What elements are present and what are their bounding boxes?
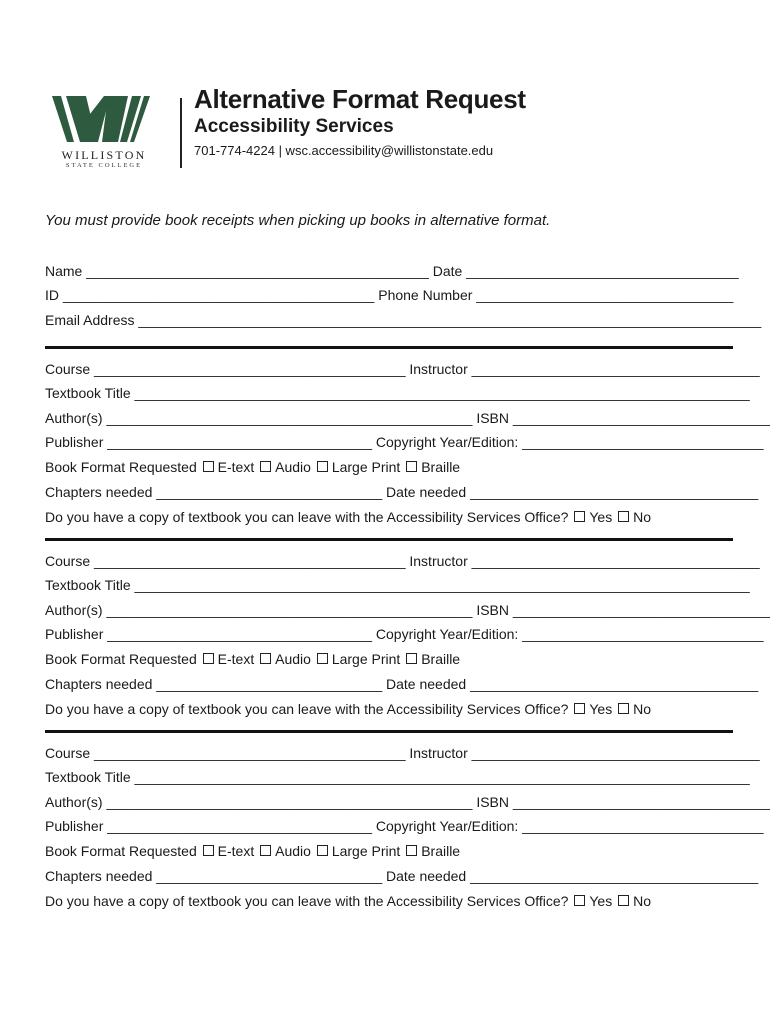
audio-label: Audio: [275, 843, 311, 859]
authors-field[interactable]: _______________________________________________: [106, 602, 473, 618]
format-requested-label: Book Format Requested: [45, 651, 197, 667]
instructor-label: Instructor: [409, 745, 468, 761]
course-field[interactable]: ________________________________________: [94, 745, 406, 761]
copy-question-row: [45, 893, 651, 909]
id-field[interactable]: ________________________________________: [62, 287, 375, 303]
authors-field[interactable]: _______________________________________________: [106, 794, 473, 810]
publisher-row: [45, 434, 764, 450]
textbook-title-row: [45, 577, 750, 593]
instructor-field[interactable]: _____________________________________: [471, 361, 760, 377]
yes-checkbox[interactable]: [574, 511, 585, 522]
isbn-label: ISBN: [476, 794, 509, 810]
authors-row: [45, 794, 770, 810]
yes-label: Yes: [589, 701, 613, 717]
audio-label: Audio: [275, 651, 311, 667]
no-label: No: [633, 893, 651, 909]
format-row: [45, 651, 460, 667]
copy-question-row: [45, 701, 651, 717]
date-field[interactable]: ___________________________________: [466, 263, 739, 279]
instructor-label: Instructor: [409, 361, 468, 377]
publisher-label: Publisher: [45, 626, 104, 642]
audio-checkbox[interactable]: [260, 653, 271, 664]
large-print-label: Large Print: [331, 843, 401, 859]
section-divider: [45, 346, 733, 349]
authors-label: Author(s): [45, 410, 103, 426]
chapters-field[interactable]: _____________________________: [156, 868, 383, 884]
copyright-field[interactable]: _______________________________: [522, 626, 764, 642]
name-field[interactable]: ____________________________________________: [86, 263, 429, 279]
yes-checkbox[interactable]: [574, 895, 585, 906]
email-row: [45, 312, 761, 328]
copyright-label: Copyright Year/Edition:: [375, 434, 519, 450]
date-needed-label: Date needed: [386, 868, 467, 884]
format-row: [45, 843, 460, 859]
publisher-label: Publisher: [45, 434, 104, 450]
format-requested-label: Book Format Requested: [45, 459, 197, 475]
large-print-checkbox[interactable]: [317, 461, 328, 472]
contact-info: 701-774-4224 | wsc.accessibility@willistonstate.edu: [194, 143, 494, 158]
authors-label: Author(s): [45, 602, 103, 618]
id-label: ID: [45, 287, 59, 303]
yes-label: Yes: [589, 893, 613, 909]
course-field[interactable]: ________________________________________: [94, 553, 406, 569]
course-label: Course: [45, 745, 91, 761]
etext-checkbox[interactable]: [203, 461, 214, 472]
audio-checkbox[interactable]: [260, 845, 271, 856]
header-divider: [180, 98, 182, 168]
chapters-label: Chapters needed: [45, 484, 153, 500]
braille-label: Braille: [421, 843, 461, 859]
large-print-checkbox[interactable]: [317, 653, 328, 664]
textbook-title-label: Textbook Title: [45, 385, 131, 401]
etext-checkbox[interactable]: [203, 845, 214, 856]
publisher-field[interactable]: __________________________________: [107, 434, 372, 450]
isbn-field[interactable]: _________________________________: [512, 794, 770, 810]
copyright-label: Copyright Year/Edition:: [375, 818, 519, 834]
no-checkbox[interactable]: [618, 511, 629, 522]
course-row: [45, 745, 760, 761]
yes-checkbox[interactable]: [574, 703, 585, 714]
textbook-title-row: [45, 385, 750, 401]
braille-label: Braille: [421, 459, 461, 475]
chapters-label: Chapters needed: [45, 868, 153, 884]
authors-field[interactable]: _______________________________________________: [106, 410, 473, 426]
no-checkbox[interactable]: [618, 895, 629, 906]
date-needed-field[interactable]: _____________________________________: [470, 676, 759, 692]
large-print-checkbox[interactable]: [317, 845, 328, 856]
chapters-row: [45, 484, 758, 500]
isbn-label: ISBN: [476, 602, 509, 618]
textbook-title-field[interactable]: _______________________________________________________________________________: [134, 577, 750, 593]
copy-question-label: Do you have a copy of textbook you can leave with the Accessibility Services Office?: [45, 701, 569, 717]
no-label: No: [633, 701, 651, 717]
etext-label: E-text: [217, 651, 255, 667]
copyright-field[interactable]: _______________________________: [522, 434, 764, 450]
yes-label: Yes: [589, 509, 613, 525]
logo-subword: STATE COLLEGE: [65, 162, 143, 169]
copy-question-label: Do you have a copy of textbook you can leave with the Accessibility Services Office?: [45, 893, 569, 909]
etext-checkbox[interactable]: [203, 653, 214, 664]
receipt-notice: You must provide book receipts when picking up books in alternative format.: [45, 212, 551, 229]
course-row: [45, 553, 760, 569]
isbn-field[interactable]: _________________________________: [512, 602, 770, 618]
course-label: Course: [45, 553, 91, 569]
publisher-field[interactable]: __________________________________: [107, 818, 372, 834]
copy-question-label: Do you have a copy of textbook you can leave with the Accessibility Services Office?: [45, 509, 569, 525]
braille-checkbox[interactable]: [406, 461, 417, 472]
email-label: Email Address: [45, 312, 135, 328]
authors-row: [45, 410, 770, 426]
etext-label: E-text: [217, 843, 255, 859]
course-field[interactable]: ________________________________________: [94, 361, 406, 377]
textbook-title-label: Textbook Title: [45, 577, 131, 593]
authors-row: [45, 602, 770, 618]
w-logo-icon: [52, 96, 156, 146]
no-label: No: [633, 509, 651, 525]
date-label: Date: [432, 263, 463, 279]
chapters-row: [45, 868, 758, 884]
copyright-field[interactable]: _______________________________: [522, 818, 764, 834]
section-divider: [45, 538, 733, 541]
phone-field[interactable]: _________________________________: [476, 287, 734, 303]
chapters-field[interactable]: _____________________________: [156, 484, 383, 500]
id-row: [45, 287, 733, 303]
copyright-label: Copyright Year/Edition:: [375, 626, 519, 642]
date-needed-label: Date needed: [386, 676, 467, 692]
section-divider: [45, 730, 733, 733]
format-row: [45, 459, 460, 475]
chapters-row: [45, 676, 758, 692]
textbook-title-field[interactable]: _______________________________________________________________________________: [134, 769, 750, 785]
instructor-label: Instructor: [409, 553, 468, 569]
copy-question-row: [45, 509, 651, 525]
authors-label: Author(s): [45, 794, 103, 810]
publisher-label: Publisher: [45, 818, 104, 834]
braille-label: Braille: [421, 651, 461, 667]
course-row: [45, 361, 760, 377]
name-row: [45, 263, 739, 279]
email-field[interactable]: ________________________________________________________________________________: [138, 312, 762, 328]
textbook-title-field[interactable]: _______________________________________________________________________________: [134, 385, 750, 401]
date-needed-field[interactable]: _____________________________________: [470, 868, 759, 884]
publisher-row: [45, 626, 764, 642]
date-needed-field[interactable]: _____________________________________: [470, 484, 759, 500]
instructor-field[interactable]: _____________________________________: [471, 745, 760, 761]
instructor-field[interactable]: _____________________________________: [471, 553, 760, 569]
isbn-field[interactable]: _________________________________: [512, 410, 770, 426]
phone-label: Phone Number: [378, 287, 473, 303]
publisher-field[interactable]: __________________________________: [107, 626, 372, 642]
logo-wordmark: WILLISTON: [61, 148, 147, 162]
etext-label: E-text: [217, 459, 255, 475]
braille-checkbox[interactable]: [406, 845, 417, 856]
textbook-title-row: [45, 769, 750, 785]
isbn-label: ISBN: [476, 410, 509, 426]
no-checkbox[interactable]: [618, 703, 629, 714]
chapters-label: Chapters needed: [45, 676, 153, 692]
page-title: Alternative Format Request: [194, 84, 526, 114]
name-label: Name: [45, 263, 83, 279]
large-print-label: Large Print: [331, 651, 401, 667]
williston-logo: [52, 96, 156, 172]
audio-checkbox[interactable]: [260, 461, 271, 472]
date-needed-label: Date needed: [386, 484, 467, 500]
textbook-title-label: Textbook Title: [45, 769, 131, 785]
publisher-row: [45, 818, 764, 834]
large-print-label: Large Print: [331, 459, 401, 475]
page-subtitle: Accessibility Services: [194, 116, 394, 137]
format-requested-label: Book Format Requested: [45, 843, 197, 859]
chapters-field[interactable]: _____________________________: [156, 676, 383, 692]
audio-label: Audio: [275, 459, 311, 475]
course-label: Course: [45, 361, 91, 377]
braille-checkbox[interactable]: [406, 653, 417, 664]
